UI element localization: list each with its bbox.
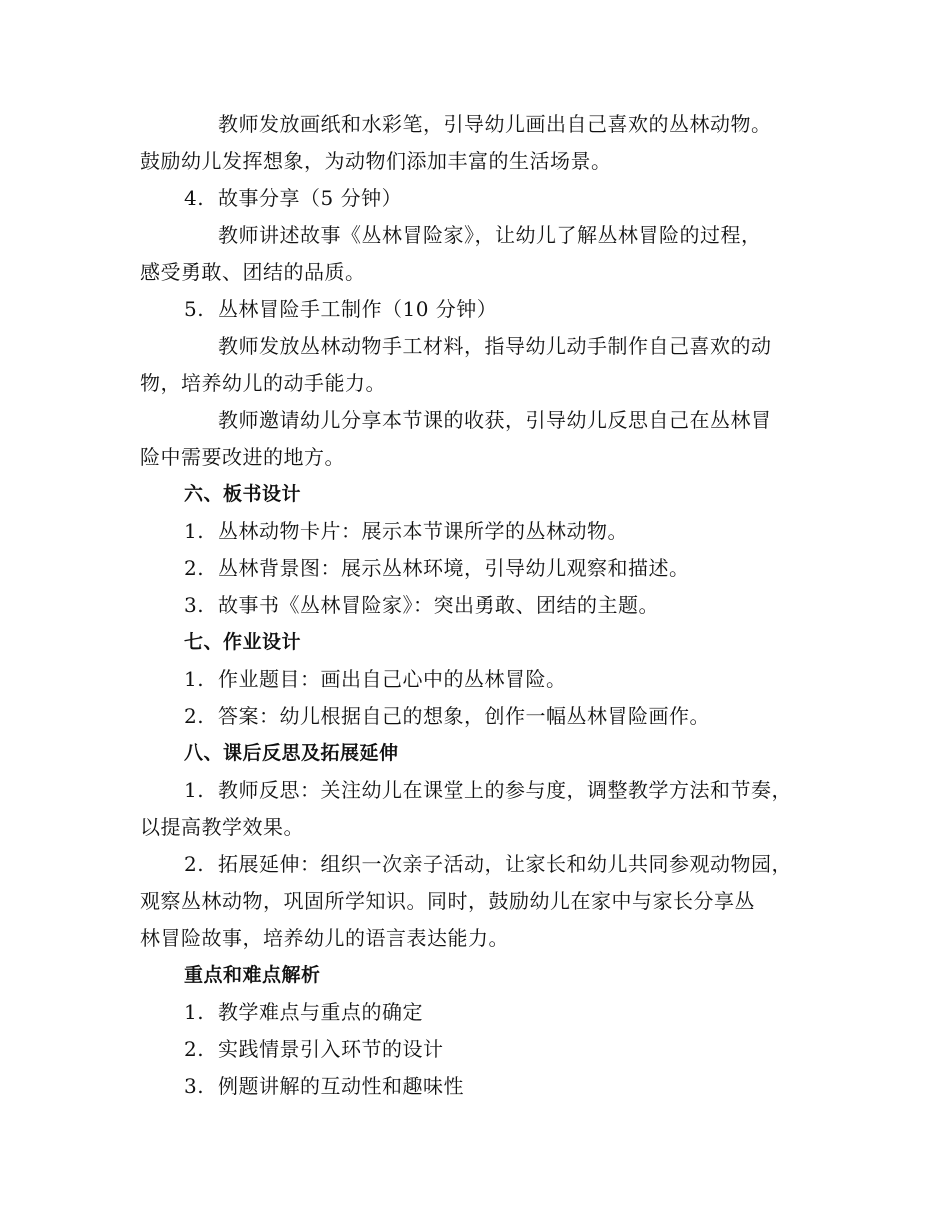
- section-heading: 重点和难点解析: [184, 964, 321, 986]
- list-item-text: 丛林背景图：展示丛林环境，引导幼儿观察和描述。: [218, 556, 690, 580]
- list-number: 1.: [184, 519, 205, 543]
- list-number: 4.: [184, 186, 205, 210]
- list-item-text: 实践情景引入环节的设计: [218, 1037, 444, 1061]
- list-number: 2.: [184, 1037, 205, 1061]
- paragraph-line: 观察丛林动物，巩固所学知识。同时，鼓励幼儿在家中与家长分享丛: [140, 889, 755, 913]
- paragraph-line: 林冒险故事，培养幼儿的语言表达能力。: [140, 926, 509, 950]
- paragraph-line: 教师发放丛林动物手工材料，指导幼儿动手制作自己喜欢的动: [218, 334, 772, 358]
- section-heading: 七、作业设计: [184, 631, 302, 653]
- list-number: 1.: [184, 667, 205, 691]
- list-number: 2.: [184, 852, 205, 876]
- list-item: [140, 550, 810, 587]
- list-item-text: 答案：幼儿根据自己的想象，创作一幅丛林冒险画作。: [218, 704, 710, 728]
- paragraph-line: 物，培养幼儿的动手能力。: [140, 371, 386, 395]
- list-number: 2.: [184, 704, 205, 728]
- list-item-text: 教师反思：关注幼儿在课堂上的参与度，调整教学方法和节奏，: [218, 778, 792, 802]
- list-item-text: 丛林冒险手工制作（10 分钟）: [218, 297, 498, 321]
- list-number: 2.: [184, 556, 205, 580]
- list-item-text: 例题讲解的互动性和趣味性: [218, 1074, 464, 1098]
- list-item: [140, 772, 810, 809]
- list-item: [140, 1031, 810, 1068]
- list-item: [140, 291, 810, 328]
- paragraph-line: 教师讲述故事《丛林冒险家》，让幼儿了解丛林冒险的过程，: [218, 223, 762, 247]
- paragraph-line: 教师邀请幼儿分享本节课的收获，引导幼儿反思自己在丛林冒: [218, 408, 772, 432]
- list-number: 1.: [184, 778, 205, 802]
- list-item: [140, 513, 810, 550]
- list-item: [140, 1068, 810, 1105]
- document-body: [140, 106, 810, 1105]
- list-item-text: 教学难点与重点的确定: [218, 1000, 423, 1024]
- paragraph-line: 险中需要改进的地方。: [140, 445, 345, 469]
- section-heading: 八、课后反思及拓展延伸: [184, 742, 399, 764]
- list-item: [140, 587, 810, 624]
- list-item: [140, 994, 810, 1031]
- list-item: [140, 180, 810, 217]
- list-item-text: 故事书《丛林冒险家》：突出勇敢、团结的主题。: [218, 593, 659, 617]
- list-item: [140, 698, 810, 735]
- list-item-text: 拓展延伸：组织一次亲子活动，让家长和幼儿共同参观动物园，: [218, 852, 792, 876]
- section-heading: 六、板书设计: [184, 483, 302, 505]
- list-item: [140, 661, 810, 698]
- list-item-text: 作业题目：画出自己心中的丛林冒险。: [218, 667, 567, 691]
- list-number: 5.: [184, 297, 205, 321]
- list-item-text: 丛林动物卡片：展示本节课所学的丛林动物。: [218, 519, 628, 543]
- list-number: 1.: [184, 1000, 205, 1024]
- paragraph-line: 鼓励幼儿发挥想象，为动物们添加丰富的生活场景。: [140, 149, 612, 173]
- list-number: 3.: [184, 1074, 205, 1098]
- list-item: [140, 846, 810, 883]
- list-item-text: 故事分享（5 分钟）: [218, 186, 403, 210]
- list-number: 3.: [184, 593, 205, 617]
- paragraph-line: 以提高教学效果。: [140, 815, 304, 839]
- paragraph-line: 教师发放画纸和水彩笔，引导幼儿画出自己喜欢的丛林动物。: [218, 112, 772, 136]
- paragraph-line: 感受勇敢、团结的品质。: [140, 260, 366, 284]
